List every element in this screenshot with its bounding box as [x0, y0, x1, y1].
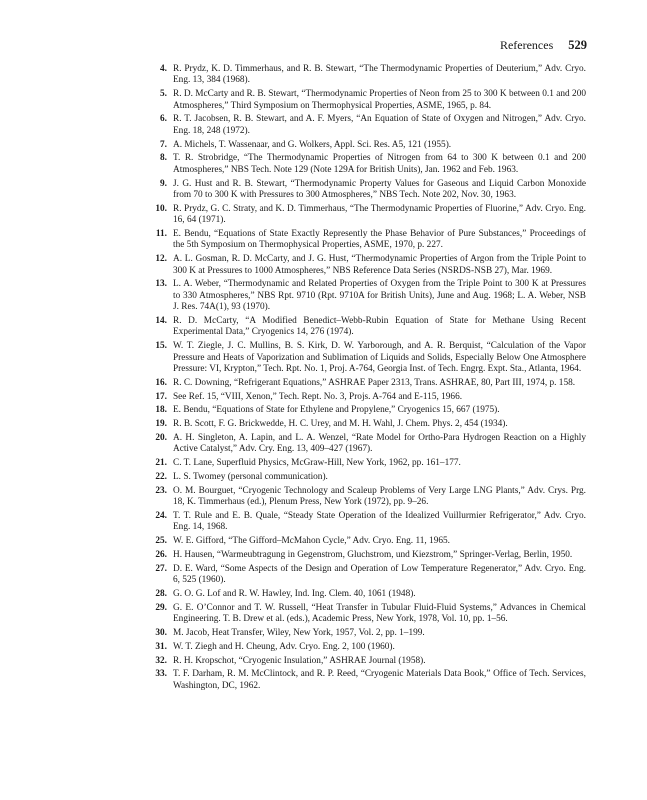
running-head: References: [499, 38, 554, 52]
reference-text: W. T. Ziegh and H. Cheung, Adv. Cryo. Eng. 2, 100 (1960).: [173, 641, 395, 652]
reference-text: See Ref. 15, “VIII, Xenon,” Tech. Rept. No. 3, Projs. A-764 and E-115, 1966.: [173, 391, 463, 402]
reference-number: 25.: [155, 536, 167, 547]
reference-item: [136, 669, 586, 692]
reference-item: [136, 642, 586, 653]
reference-item: [136, 419, 586, 430]
reference-item: [136, 89, 586, 112]
reference-text: R. T. Jacobsen, R. B. Stewart, and A. F. Myers, “An Equation of State of Oxygen and Nitrogen,” Adv. Cryo. Eng. 18, 248 (1972).: [173, 114, 586, 136]
reference-text: L. A. Weber, “Thermodynamic and Related Properties of Oxygen from the Triple Point to 300 K at Pressures to 330 Atmospheres,” NBS Rpt. 9710 (Rpt. 9710A for British Units), June and Aug. 1968; L. A. Weber, NSB J. Res. 74A(1), 93 (1970).: [173, 279, 586, 313]
reference-number: 30.: [155, 628, 167, 639]
reference-item: [136, 378, 586, 389]
reference-item: [136, 405, 586, 416]
reference-item: [136, 114, 586, 137]
reference-number: 11.: [155, 229, 167, 240]
reference-number: 19.: [155, 419, 167, 430]
reference-number: 24.: [155, 511, 167, 522]
reference-item: [136, 589, 586, 600]
reference-text: C. T. Lane, Superfluid Physics, McGraw-Hill, New York, 1962, pp. 161–177.: [173, 458, 461, 469]
reference-text: T. T. Rule and E. B. Quale, “Steady State Operation of the Idealized Vuillurmier Refrigerator,” Adv. Cryo. Eng. 14, 1968.: [173, 511, 586, 533]
reference-text: R. B. Scott, F. G. Brickwedde, H. C. Urey, and M. H. Wahl, J. Chem. Phys. 2, 454 (1934).: [173, 419, 508, 430]
reference-item: [136, 603, 586, 626]
reference-text: W. T. Ziegle, J. C. Mullins, B. S. Kirk, D. W. Yarborough, and A. R. Berquist, “Calculation of the Vapor Pressure and Heats of Vaporization and Sublimation of Liquids and Solids, Especially Below One Atmosphere Pressure: VI, Krypton,” Tech. Rpt. No. 1, Proj. A-764, Georgia Inst. of Tech. Engrg. Expt. Sta., Atlanta, 1964.: [173, 341, 586, 375]
reference-text: H. Hausen, “Warmeubtragung in Gegenstrom, Gluchstrom, und Kiezstrom,” Springer-Verlag, Berlin, 1950.: [173, 550, 573, 561]
reference-number: 32.: [155, 655, 167, 666]
reference-item: [136, 204, 586, 227]
reference-number: 7.: [160, 139, 167, 150]
reference-item: [136, 656, 586, 667]
reference-text: O. M. Bourguet, “Cryogenic Technology and Scaleup Problems of Very Large LNG Plants,” Adv. Crys. Prg. 18, K. Timmerhaus (ed.), Plenum Press, New York (1972), pp. 9–26.: [173, 485, 586, 508]
reference-number: 5.: [160, 89, 167, 100]
reference-item: [136, 140, 586, 151]
reference-number: 33.: [155, 669, 167, 680]
reference-item: [136, 392, 586, 403]
reference-number: 20.: [155, 433, 167, 444]
reference-number: 16.: [155, 377, 167, 388]
reference-text: A. Michels, T. Wassenaar, and G. Wolkers, Appl. Sci. Res. A5, 121 (1955).: [173, 139, 452, 150]
reference-number: 10.: [155, 203, 167, 214]
reference-text: R. Prydz, K. D. Timmerhaus, and R. B. Stewart, “The Thermodynamic Properties of Deuterium,” Adv. Cryo. Eng. 13, 384 (1968).: [173, 64, 586, 86]
page-header: [500, 38, 587, 53]
reference-number: 28.: [155, 589, 167, 600]
reference-text: T. F. Darham, R. M. McClintock, and R. P. Reed, “Cryogenic Materials Data Book,” Office of Tech. Services, Washington, DC, 1962.: [173, 669, 586, 691]
reference-item: [136, 316, 586, 339]
reference-text: E. Bendu, “Equations of State for Ethylene and Propylene,” Cryogenics 15, 667 (1975).: [173, 405, 500, 416]
reference-number: 27.: [155, 563, 167, 574]
reference-number: 4.: [160, 64, 167, 74]
reference-text: T. R. Strobridge, “The Thermodynamic Properties of Nitrogen from 64 to 300 K between 0.1 and 200 Atmospheres,” NBS Tech. Note 129 (Note 129A for British Units), Jan. 1962 and Feb. 1963.: [173, 153, 586, 175]
reference-text: R. D. McCarty, “A Modified Benedict–Webb-Rubin Equation of State for Methane Using Recent Experimental Data,” Cryogenics 14, 276 (1974).: [173, 316, 586, 338]
page-number: 529: [568, 38, 587, 52]
reference-number: 13.: [155, 279, 167, 290]
reference-text: L. S. Twomey (personal communication).: [173, 472, 328, 483]
reference-number: 18.: [155, 405, 167, 416]
reference-text: R. C. Downing, “Refrigerant Equations,” ASHRAE Paper 2313, Trans. ASHRAE, 80, Part III, 1974, p. 158.: [173, 377, 576, 388]
reference-text: A. H. Singleton, A. Lapin, and L. A. Wenzel, “Rate Model for Ortho-Para Hydrogen Reaction on a Highly Active Catalyst,” Adv. Cry. Eng. 13, 409–427 (1967).: [173, 433, 586, 455]
reference-number: 6.: [160, 114, 167, 125]
reference-text: W. E. Gifford, “The Gifford–McMahon Cycle,” Adv. Cryo. Eng. 11, 1965.: [173, 536, 450, 547]
reference-text: A. L. Gosman, R. D. McCarty, and J. G. Hust, “Thermodynamic Properties of Argon from the Triple Point to 300 K at Pressures to 1000 Atmospheres,” NBS Reference Data Series (NSRDS-NSB 27), Mar. 1969.: [173, 254, 586, 276]
reference-number: 12.: [155, 254, 167, 265]
reference-item: [136, 179, 586, 202]
reference-number: 29.: [155, 602, 167, 613]
reference-number: 9.: [160, 178, 167, 189]
reference-item: [136, 341, 586, 375]
reference-text: R. Prydz, G. C. Straty, and K. D. Timmerhaus, “The Thermodynamic Properties of Fluorine,” Adv. Cryo. Eng. 16, 64 (1971).: [173, 203, 586, 226]
reference-number: 21.: [155, 458, 167, 469]
reference-item: [136, 458, 586, 469]
reference-number: 31.: [155, 641, 167, 652]
reference-text: D. E. Ward, “Some Aspects of the Design and Operation of Low Temperature Regenerator,” Adv. Cryo. Eng. 6, 525 (1960).: [173, 563, 586, 586]
reference-number: 15.: [155, 341, 167, 352]
reference-number: 23.: [155, 485, 167, 496]
reference-item: [136, 472, 586, 483]
reference-item: [136, 564, 586, 587]
reference-number: 17.: [155, 391, 167, 402]
reference-text: J. G. Hust and R. B. Stewart, “Thermodynamic Property Values for Gaseous and Liquid Carbon Monoxide from 70 to 300 K with Pressures to 300 Atmospheres,” NBS Tech. Note 202, Nov. 30, 1963.: [173, 178, 586, 201]
reference-text: G. O. G. Lof and R. W. Hawley, Ind. Ing. Clem. 40, 1061 (1948).: [173, 589, 416, 600]
reference-item: [136, 279, 586, 313]
reference-item: [136, 433, 586, 456]
reference-list: [136, 64, 586, 695]
reference-text: G. E. O’Connor and T. W. Russell, “Heat Transfer in Tubular Fluid-Fluid Systems,” Advances in Chemical Engineering. T. B. Drew et al. (eds.), Academic Press, New York, 1978, Vol. 10, pp. 1–56.: [173, 602, 586, 625]
reference-item: [136, 550, 586, 561]
reference-text: R. D. McCarty and R. B. Stewart, “Thermodynamic Properties of Neon from 25 to 300 K between 0.1 and 200 Atmospheres,” Third Symposium on Thermophysical Properties, ASME, 1965, p. 84.: [173, 89, 586, 111]
reference-item: [136, 511, 586, 534]
reference-item: [136, 254, 586, 277]
reference-item: [136, 153, 586, 176]
reference-number: 22.: [155, 472, 167, 483]
reference-item: [136, 628, 586, 639]
reference-item: [136, 64, 586, 87]
reference-number: 26.: [155, 550, 167, 561]
reference-item: [136, 229, 586, 252]
reference-text: E. Bendu, “Equations of State Exactly Represently the Phase Behavior of Pure Substances,” Proceedings of the 5th Symposium on Thermophysical Properties, ASME, 1970, p. 227.: [173, 229, 586, 251]
reference-item: [136, 486, 586, 509]
reference-text: M. Jacob, Heat Transfer, Wiley, New York, 1957, Vol. 2, pp. 1–199.: [173, 628, 425, 639]
reference-number: 8.: [160, 153, 167, 164]
reference-item: [136, 536, 586, 547]
reference-text: R. H. Kropschot, “Cryogenic Insulation,” ASHRAE Journal (1958).: [173, 655, 426, 666]
reference-number: 14.: [155, 316, 167, 327]
